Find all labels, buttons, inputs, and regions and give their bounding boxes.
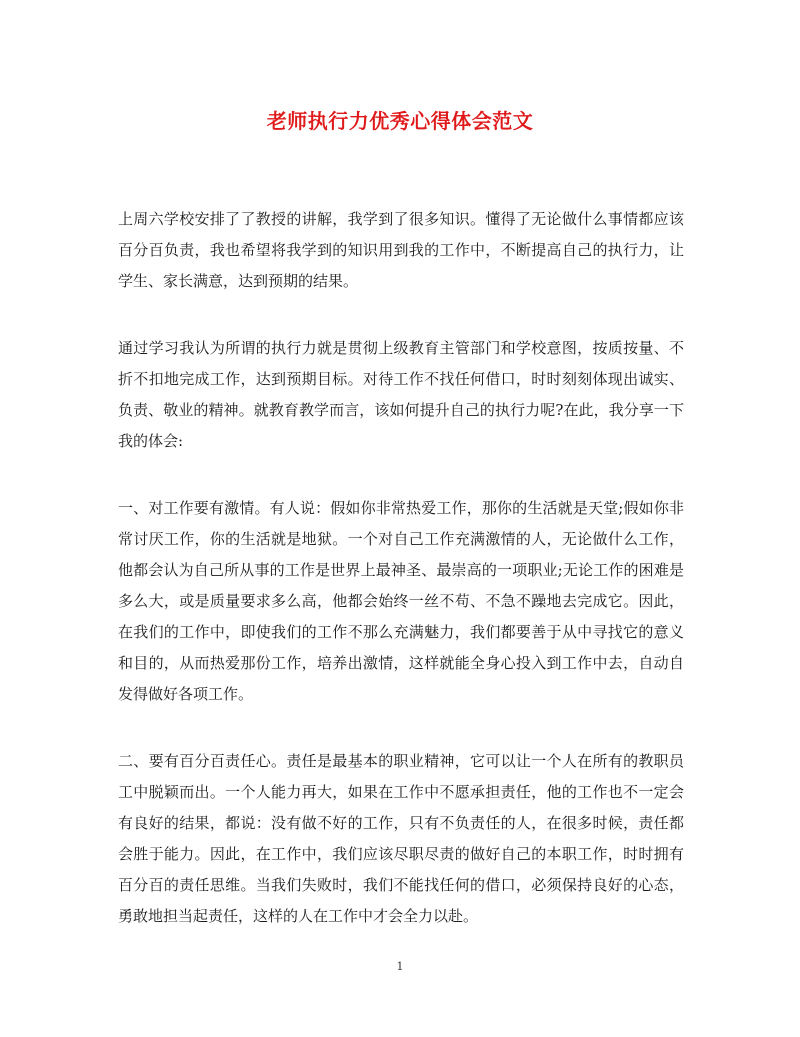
paragraph-intro: 上周六学校安排了了教授的讲解，我学到了很多知识。懂得了无论做什么事情都应该百分百负责，我也希望将我学到的知识用到我的工作中，不断提高自己的执行力，让学生、家长满意，达到预期的结果。	[118, 210, 684, 290]
paragraph-definition: 通过学习我认为所谓的执行力就是贯彻上级教育主管部门和学校意图，按质按量、不折不扣地完成工作，达到预期目标。对待工作不找任何借口，时时刻刻体现出诚实、负责、敬业的精神。就教育教学而言，该如何提升自己的执行力呢?在此，我分享一下我的体会:	[118, 339, 684, 450]
paragraph-passion: 一、对工作要有激情。有人说：假如你非常热爱工作，那你的生活就是天堂;假如你非常讨厌工作，你的生活就是地狱。一个对自己工作充满激情的人，无论做什么工作，他都会认为自己所从事的工作是世界上最神圣、最崇高的一项职业;无论工作的困难是多么大，或是质量要求多么高，他都会始终一丝不苟、不急不躁地去完成它。因此，在我们的工作中，即使我们的工作不那么充满魅力，我们都要善于从中寻找它的意义和目的，从而热爱那份工作，培养出激情，这样就能全身心投入到工作中去，自动自发得做好各项工作。	[118, 499, 684, 703]
paragraph-responsibility: 二、要有百分百责任心。责任是最基本的职业精神，它可以让一个人在所有的教职员工中脱颖而出。一个人能力再大，如果在工作中不愿承担责任，他的工作也不一定会有良好的结果，都说：没有做不好的工作，只有不负责任的人，在很多时候，责任都会胜于能力。因此，在工作中，我们应该尽职尽责的做好自己的本职工作，时时拥有百分百的责任思维。当我们失败时，我们不能找任何的借口，必须保持良好的心态，勇敢地担当起责任，这样的人在工作中才会全力以赴。	[118, 752, 684, 925]
document-title: 老师执行力优秀心得体会范文	[266, 109, 534, 133]
document-body	[118, 204, 684, 968]
page-number: 1	[396, 960, 404, 973]
